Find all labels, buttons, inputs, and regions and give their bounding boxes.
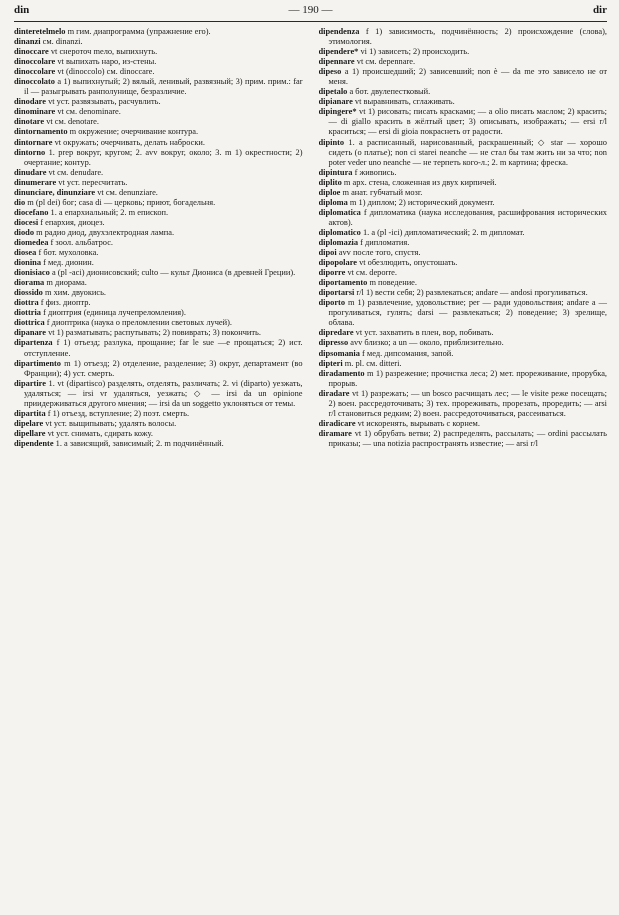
dictionary-entry bbox=[14, 278, 303, 288]
entry-headword: diradamento bbox=[318, 368, 365, 378]
dictionary-entry bbox=[14, 188, 303, 198]
entry-definition: m (pl dei) бог; casa di — церковь; приют, богадельня. bbox=[27, 197, 216, 207]
entry-headword: dinanzi bbox=[14, 37, 41, 47]
entry-headword: dipelare bbox=[14, 418, 44, 428]
entry-definition: f дипломатия. bbox=[360, 237, 410, 247]
entry-definition: f зоол. альбатрос. bbox=[50, 237, 114, 247]
entry-definition: vt искоренять, вырывать с корнем. bbox=[357, 418, 480, 428]
entry-definition: vt 1) рисовать; писать красками; — a olio писать маслом; 2) красить; — di giallo красить в жёлтый цвет; 3) описывать, изображать; — ersi r/l краситься; — ersi di gioia покраснеть от радости. bbox=[328, 107, 607, 137]
entry-headword: diplomatico bbox=[318, 227, 361, 237]
dictionary-entry bbox=[14, 117, 303, 127]
page-number: — 190 — bbox=[288, 4, 333, 16]
entry-headword: diportamento bbox=[318, 278, 368, 288]
entry-definition: vt окружать; очерчивать, делать наброски. bbox=[54, 137, 205, 147]
right-column bbox=[319, 27, 608, 905]
entry-definition: a бот. двулепестковый. bbox=[349, 87, 431, 97]
dictionary-entry bbox=[14, 419, 303, 429]
dictionary-entry bbox=[319, 389, 608, 419]
entry-headword: dipennare bbox=[318, 57, 355, 67]
entry-headword: dinoccolare bbox=[14, 67, 56, 77]
entry-definition: vt 1) разрежать; — un bosco расчищать лес; — le visite реже посещать; 2) воен. рассредоточивать; 3) тех. прореживать, прорезать, проредить; — arsi r/l становиться редким; 2) воен. рассредоточиваться, рассеиваться. bbox=[328, 388, 607, 418]
entry-definition: f дипломатика (наука исследования, расшифрования исторических актов). bbox=[328, 207, 607, 227]
dictionary-entry bbox=[14, 288, 303, 298]
entry-definition: m гим. диапрограмма (упражнение его). bbox=[67, 27, 211, 36]
entry-headword: dinumerare bbox=[14, 177, 57, 187]
entry-definition: f епархия, диоцез. bbox=[40, 217, 105, 227]
entry-definition: avv после того, спустя. bbox=[338, 248, 421, 258]
dictionary-entry bbox=[319, 338, 608, 348]
entry-definition: m 1) развлечение, удовольствие; per — ради удовольствия; andare a — прогуливаться, гулять; darsi — развлекаться; 2) поведение; 3) зрелище, облава. bbox=[328, 298, 607, 328]
entry-definition: см. dinanzi. bbox=[42, 37, 83, 47]
dictionary-entry bbox=[319, 97, 608, 107]
entry-definition: f мед. дионин. bbox=[43, 258, 94, 268]
dictionary-entry bbox=[319, 47, 608, 57]
entry-headword: diossido bbox=[14, 288, 43, 298]
dictionary-entry bbox=[14, 328, 303, 338]
entry-definition: f живопись. bbox=[354, 167, 397, 177]
entry-headword: dinodare bbox=[14, 97, 46, 107]
entry-definition: vt уст. развязывать, расчувлить. bbox=[48, 97, 161, 107]
entry-definition: vt уст. выщипывать; удалять волосы. bbox=[45, 418, 177, 428]
entry-definition: 1. a (pl -ici) дипломатический; 2. m дипломат. bbox=[362, 227, 525, 237]
dictionary-entry bbox=[14, 138, 303, 148]
entry-definition: vt снероточ mело, выпихнуть. bbox=[50, 47, 158, 57]
entry-headword: dinteretelmelo bbox=[14, 27, 66, 36]
entry-headword: diploma bbox=[318, 197, 348, 207]
entry-definition: f 1) отъезд; разлука, прощание; far le sue —е прощаться; 2) ист. отступление. bbox=[24, 338, 303, 358]
entry-headword: dinoccolato bbox=[14, 77, 55, 87]
entry-definition: 1. a епархиальный; 2. m епископ. bbox=[50, 207, 169, 217]
entry-headword: dipendere* bbox=[318, 47, 359, 57]
entry-definition: f 1) отъезд, вступление; 2) поэт. смерть. bbox=[47, 408, 190, 418]
entry-headword: diorama bbox=[14, 278, 45, 288]
dictionary-entry bbox=[319, 258, 608, 268]
entry-definition: vt выравнивать, сглаживать. bbox=[354, 97, 455, 107]
dictionary-entry bbox=[14, 308, 303, 318]
dictionary-entry bbox=[319, 248, 608, 258]
dictionary-entry bbox=[319, 419, 608, 429]
dictionary-entry bbox=[319, 268, 608, 278]
entry-headword: dipoi bbox=[318, 248, 337, 258]
dictionary-entry bbox=[14, 107, 303, 117]
dictionary-entry bbox=[14, 178, 303, 188]
dictionary-entry bbox=[14, 27, 303, 37]
entry-headword: dipopolare bbox=[318, 258, 357, 268]
entry-headword: dipellare bbox=[14, 428, 46, 438]
entry-headword: dipsomania bbox=[318, 348, 360, 358]
entry-definition: vt обезлюдить, опустошать. bbox=[359, 258, 458, 268]
entry-headword: diplito bbox=[318, 177, 342, 187]
entry-headword: dipresso bbox=[318, 338, 349, 348]
entry-headword: diportarsi bbox=[318, 288, 355, 298]
entry-definition: m анат. губчатый мозг. bbox=[342, 187, 423, 197]
entry-headword: diocefano bbox=[14, 207, 49, 217]
dictionary-entry bbox=[14, 238, 303, 248]
entry-headword: dipintura bbox=[318, 167, 353, 177]
entry-definition: vt см. deporre. bbox=[347, 268, 397, 278]
dictionary-entry bbox=[319, 107, 608, 137]
entry-definition: vt выпихать наро, из-стены. bbox=[57, 57, 157, 67]
entry-headword: diplomatica bbox=[318, 207, 361, 217]
dictionary-entry bbox=[14, 127, 303, 137]
dictionary-entry bbox=[319, 198, 608, 208]
entry-definition: a (pl -aci) дионисовский; culto — культ Диониса (в древней Греции). bbox=[51, 268, 296, 278]
entry-headword: diottria bbox=[14, 308, 41, 318]
columns-container bbox=[14, 27, 607, 905]
entry-headword: diottra bbox=[14, 298, 39, 308]
entry-definition: m окружение; очерчивание контура. bbox=[69, 127, 199, 137]
entry-definition: m хим. двуокись. bbox=[44, 288, 107, 298]
entry-definition: f диоптрика (наука о преломлении световых лучей). bbox=[46, 318, 232, 328]
dictionary-entry bbox=[319, 27, 608, 47]
dictionary-entry bbox=[14, 379, 303, 409]
entry-headword: diradare bbox=[318, 388, 350, 398]
entry-definition: m 1) разрежение; прочистка леса; 2) мет. прореживание, прорубка, прорыв. bbox=[328, 368, 607, 388]
dictionary-entry bbox=[14, 198, 303, 208]
dictionary-entry bbox=[319, 359, 608, 369]
entry-definition: m 1) диплом; 2) исторический документ. bbox=[349, 197, 495, 207]
entry-headword: diplomazia bbox=[318, 237, 359, 247]
dictionary-entry bbox=[319, 57, 608, 67]
dictionary-entry bbox=[319, 168, 608, 178]
entry-headword: diocesi bbox=[14, 217, 39, 227]
entry-headword: dionisiaco bbox=[14, 268, 50, 278]
dictionary-entry bbox=[319, 208, 608, 228]
header-right-guide-word: dir bbox=[592, 4, 607, 16]
entry-definition: m поведение. bbox=[369, 278, 417, 288]
entry-definition: f физ. диоптр. bbox=[40, 298, 91, 308]
header-rule bbox=[14, 21, 607, 22]
entry-headword: diomedea bbox=[14, 237, 49, 247]
entry-definition: m 1) отъезд; 2) отделение, разделение; 3) округ, департамент (во Франции); 4) уст. смерть. bbox=[24, 358, 303, 378]
dictionary-entry bbox=[14, 168, 303, 178]
entry-headword: dipanare bbox=[14, 328, 46, 338]
entry-definition: vt см. denunziare. bbox=[97, 187, 158, 197]
dictionary-entry bbox=[319, 278, 608, 288]
entry-definition: vt 1) обрубать ветви; 2) распределять, рассылать; — ordini рассылать приказы; — una notizia распространять известие; — arsi r/l bbox=[328, 428, 607, 448]
dictionary-entry bbox=[14, 318, 303, 328]
entry-definition: vt см. denominare. bbox=[57, 107, 121, 117]
dictionary-entry bbox=[319, 228, 608, 238]
entry-definition: avv близко; a un — около, приблизительно. bbox=[350, 338, 504, 348]
entry-headword: diploe bbox=[318, 187, 341, 197]
entry-headword: dinudare bbox=[14, 167, 47, 177]
entry-headword: dipianare bbox=[318, 97, 353, 107]
entry-headword: dipendente bbox=[14, 438, 54, 448]
header-left-guide-word: din bbox=[14, 4, 30, 16]
entry-headword: dinotare bbox=[14, 117, 45, 127]
entry-definition: f мед. дипсомания, запой. bbox=[362, 348, 454, 358]
left-column bbox=[14, 27, 303, 905]
entry-headword: diporre bbox=[318, 268, 346, 278]
entry-headword: dipartenza bbox=[14, 338, 53, 348]
entry-definition: 1. a зависящий, зависимый; 2. m подчинённый. bbox=[55, 438, 224, 448]
entry-headword: dipinto bbox=[318, 137, 345, 147]
dictionary-entry bbox=[14, 359, 303, 379]
entry-definition: vt см. depennare. bbox=[356, 57, 416, 67]
entry-definition: m. pl. см. ditteri. bbox=[344, 358, 402, 368]
entry-headword: dinoccolare bbox=[14, 57, 56, 67]
dictionary-entry bbox=[14, 248, 303, 258]
entry-headword: dipendenza bbox=[318, 27, 360, 36]
entry-headword: diottrica bbox=[14, 318, 45, 328]
dictionary-entry bbox=[319, 188, 608, 198]
dictionary-entry bbox=[14, 77, 303, 97]
dictionary-entry bbox=[14, 67, 303, 77]
entry-headword: diramare bbox=[318, 428, 352, 438]
page-header bbox=[14, 4, 607, 22]
entry-definition: a 1) выпихнутый; 2) вялый, ленивый, развязный; 3) прим. прим.: far il — разыгрывать ранполунище, безразличие. bbox=[24, 77, 303, 97]
dictionary-entry bbox=[14, 258, 303, 268]
entry-headword: dipartire bbox=[14, 378, 46, 388]
dictionary-entry bbox=[319, 429, 608, 449]
entry-definition: m арх. стена, сложенная из двух кирпичей. bbox=[343, 177, 497, 187]
dictionary-entry bbox=[14, 57, 303, 67]
entry-headword: dipredare bbox=[318, 328, 354, 338]
entry-definition: vt уст. пересчитать. bbox=[58, 177, 128, 187]
entry-definition: vt (dinoccolo) см. dinoccare. bbox=[57, 67, 155, 77]
dictionary-entry bbox=[319, 87, 608, 97]
entry-definition: vt уст. захватить в плен, вор, побивать. bbox=[355, 328, 494, 338]
entry-definition: vt уст. снимать, сдирать кожу. bbox=[47, 428, 153, 438]
entry-headword: dio bbox=[14, 197, 26, 207]
entry-headword: dintornare bbox=[14, 137, 53, 147]
entry-headword: dionina bbox=[14, 258, 42, 268]
dictionary-entry bbox=[14, 148, 303, 168]
dictionary-entry bbox=[319, 67, 608, 87]
dictionary-entry bbox=[14, 338, 303, 358]
dictionary-entry bbox=[319, 238, 608, 248]
dictionary-entry bbox=[14, 97, 303, 107]
dictionary-entry bbox=[14, 409, 303, 419]
entry-headword: dipteri bbox=[318, 358, 343, 368]
entry-headword: diradicare bbox=[318, 418, 356, 428]
dictionary-entry bbox=[14, 439, 303, 449]
entry-definition: vi 1) зависеть; 2) происходить. bbox=[360, 47, 470, 57]
entry-definition: vt см. denotare. bbox=[46, 117, 99, 127]
entry-headword: diodo bbox=[14, 227, 35, 237]
entry-headword: diporto bbox=[318, 298, 346, 308]
dictionary-entry bbox=[319, 328, 608, 338]
dictionary-entry bbox=[319, 298, 608, 328]
entry-definition: 1. a расписанный, нарисованный, раскрашенный; ◇ star — хорошо сидеть (о платье); non ci starei neanche — не стал бы там жить ни за что; non poter veder uno neanche — не терпеть кого-л.; 2. m картина; фреска. bbox=[328, 137, 607, 167]
dictionary-entry bbox=[14, 47, 303, 57]
entry-headword: dipetalo bbox=[318, 87, 348, 97]
entry-headword: dintornamento bbox=[14, 127, 68, 137]
entry-definition: 1. vt (dipartisco) разделять, отделять, различать; 2. vi (diparto) уезжать, удаляться; — irsi vr удаляться, уезжать; ◇ — irsi da un opinione приидерживаться другого мнения; — irsi da un soggetto уклоняться от темы. bbox=[24, 378, 303, 408]
entry-definition: a 1) происшедший; 2) зависевший; non è — da me это зависело не от меня. bbox=[328, 67, 607, 87]
dictionary-entry bbox=[14, 218, 303, 228]
dictionary-entry bbox=[14, 228, 303, 238]
dictionary-entry bbox=[14, 208, 303, 218]
entry-definition: vt 1) разматывать; распутывать; 2) повиврать; 3) покончить. bbox=[48, 328, 261, 338]
entry-definition: m радио диод, двухэлектродная лампа. bbox=[36, 227, 175, 237]
dictionary-entry bbox=[319, 288, 608, 298]
entry-headword: dintorno bbox=[14, 147, 46, 157]
entry-definition: f 1) зависимость, подчинённость; 2) происхождение (слова), этимология. bbox=[328, 27, 607, 47]
entry-headword: dipartimento bbox=[14, 358, 61, 368]
dictionary-entry bbox=[319, 138, 608, 168]
entry-definition: f диоптрия (единица лучепреломления). bbox=[43, 308, 186, 318]
dictionary-entry bbox=[14, 429, 303, 439]
dictionary-entry bbox=[319, 369, 608, 389]
entry-definition: vt см. denudare. bbox=[48, 167, 104, 177]
dictionary-entry bbox=[319, 349, 608, 359]
entry-headword: dipeso bbox=[318, 67, 342, 77]
dictionary-entry bbox=[14, 37, 303, 47]
entry-definition: 1. prep вокруг, кругом; 2. avv вокруг, около; 3. m 1) окрестности; 2) очертание; контур. bbox=[24, 147, 303, 167]
entry-headword: diosea bbox=[14, 248, 37, 258]
entry-definition: f бот. мухоловка. bbox=[38, 248, 99, 258]
entry-headword: dinunciare, dinunziare bbox=[14, 187, 96, 197]
dictionary-entry bbox=[319, 178, 608, 188]
entry-headword: dinominare bbox=[14, 107, 56, 117]
entry-definition: r/l 1) вести себя; 2) развлекаться; andare — andosi прогуливаться. bbox=[356, 288, 588, 298]
dictionary-entry bbox=[14, 298, 303, 308]
entry-headword: dinoccare bbox=[14, 47, 49, 57]
entry-headword: dipingere* bbox=[318, 107, 357, 117]
dictionary-entry bbox=[14, 268, 303, 278]
entry-headword: dipartita bbox=[14, 408, 46, 418]
entry-definition: m диорама. bbox=[46, 278, 87, 288]
